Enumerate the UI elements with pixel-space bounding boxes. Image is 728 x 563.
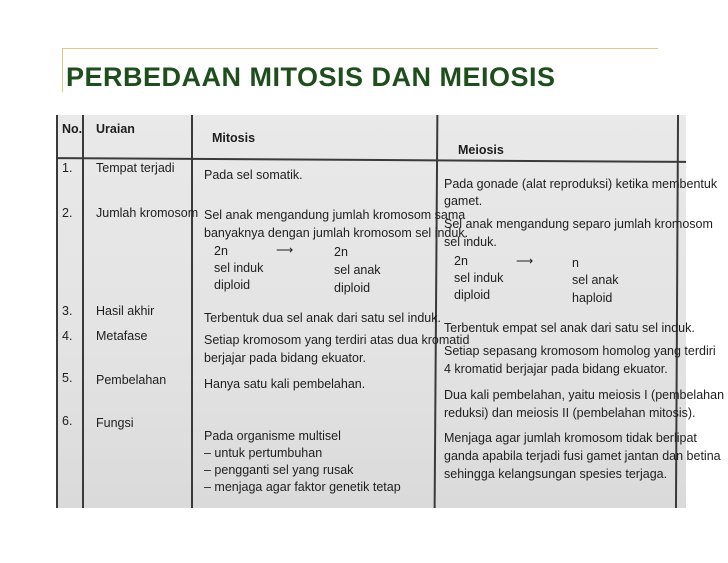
column-divider-no	[82, 115, 84, 508]
row-5-mitosis: Hanya satu kali pembelahan.	[204, 377, 366, 391]
header-mitosis: Mitosis	[212, 131, 256, 145]
row-2-mitosis-line-1: Sel anak mengandung jumlah kromosom sama	[204, 208, 466, 222]
row-1-mitosis: Pada sel somatik.	[204, 168, 303, 182]
title-left-rule	[62, 48, 63, 92]
row-6-meiosis-line-2: ganda apabila terjadi fusi gamet jantan dan betina	[444, 449, 721, 463]
row-2-no: 2.	[62, 206, 73, 220]
row-5-uraian: Pembelahan	[96, 373, 167, 387]
meiosis-diagram-right-top: n	[572, 256, 579, 270]
row-4-meiosis-line-1: Setiap sepasang kromosom homolog yang terdiri	[444, 344, 716, 358]
mitosis-diagram-arrow: ⟶	[276, 243, 294, 257]
row-3-mitosis: Terbentuk dua sel anak dari satu sel induk.	[204, 311, 441, 325]
row-3-meiosis: Terbentuk empat sel anak dari satu sel induk.	[444, 321, 695, 335]
row-6-meiosis-line-1: Menjaga agar jumlah kromosom tidak berlipat	[444, 431, 697, 445]
row-1-meiosis-line-1: Pada gonade (alat reproduksi) ketika membentuk	[444, 177, 718, 191]
row-4-mitosis-line-1: Setiap kromosom yang terdiri atas dua kromatid	[204, 333, 470, 347]
row-6-meiosis-line-3: sehingga kelangsungan spesies terjaga.	[444, 467, 668, 481]
row-6-mitosis-line-2: – untuk pertumbuhan	[204, 446, 323, 460]
mitosis-diagram-left-top: 2n	[214, 244, 228, 258]
meiosis-diagram-left-mid: sel induk	[454, 271, 504, 285]
row-2-mitosis-line-2: banyaknya dengan jumlah kromosom sel induk.	[204, 226, 469, 240]
row-1-uraian: Tempat terjadi	[96, 161, 175, 175]
row-4-no: 4.	[62, 329, 73, 343]
row-6-mitosis-line-1: Pada organisme multisel	[204, 429, 341, 443]
meiosis-diagram-right-bot: haploid	[572, 291, 613, 305]
header-no: No.	[62, 122, 83, 136]
meiosis-diagram-right-mid: sel anak	[572, 273, 619, 287]
row-3-uraian: Hasil akhir	[96, 304, 155, 318]
mitosis-diagram-left-mid: sel induk	[214, 261, 264, 275]
row-5-meiosis-line-1: Dua kali pembelahan, yaitu meiosis I (pembelahan	[444, 388, 725, 402]
meiosis-diagram-arrow: ⟶	[516, 254, 534, 268]
header-uraian: Uraian	[96, 122, 135, 136]
mitosis-diagram-right-top: 2n	[334, 245, 348, 259]
meiosis-diagram-left-top: 2n	[454, 254, 468, 268]
column-divider-uraian	[191, 115, 193, 508]
row-5-meiosis-line-2: reduksi) dan meiosis II (pembelahan mitosis).	[444, 406, 696, 420]
row-2-meiosis-line-2: sel induk.	[444, 235, 497, 249]
slide-title: PERBEDAAN MITOSIS DAN MEIOSIS	[66, 62, 556, 92]
row-6-mitosis-line-4: – menjaga agar faktor genetik tetap	[204, 480, 401, 494]
title-top-rule	[62, 48, 658, 49]
mitosis-diagram-left-bot: diploid	[214, 278, 251, 292]
row-2-uraian: Jumlah kromosom	[96, 206, 199, 220]
row-4-uraian: Metafase	[96, 329, 148, 343]
row-4-mitosis-line-2: berjajar pada bidang ekuator.	[204, 351, 366, 365]
row-5-no: 5.	[62, 371, 73, 385]
row-2-meiosis-line-1: Sel anak mengandung separo jumlah kromosom	[444, 217, 713, 231]
row-4-meiosis-line-2: 4 kromatid berjajar pada bidang ekuator.	[444, 362, 668, 376]
row-1-no: 1.	[62, 161, 73, 175]
row-6-uraian: Fungsi	[96, 416, 134, 430]
row-6-no: 6.	[62, 414, 73, 428]
row-1-meiosis-line-2: gamet.	[444, 194, 483, 208]
meiosis-diagram-left-bot: diploid	[454, 288, 491, 302]
row-6-mitosis-line-3: – pengganti sel yang rusak	[204, 463, 354, 477]
header-meiosis: Meiosis	[458, 143, 504, 157]
mitosis-diagram-right-bot: diploid	[334, 281, 371, 295]
row-3-no: 3.	[62, 304, 73, 318]
scanned-table	[56, 115, 725, 508]
mitosis-diagram-right-mid: sel anak	[334, 263, 381, 277]
